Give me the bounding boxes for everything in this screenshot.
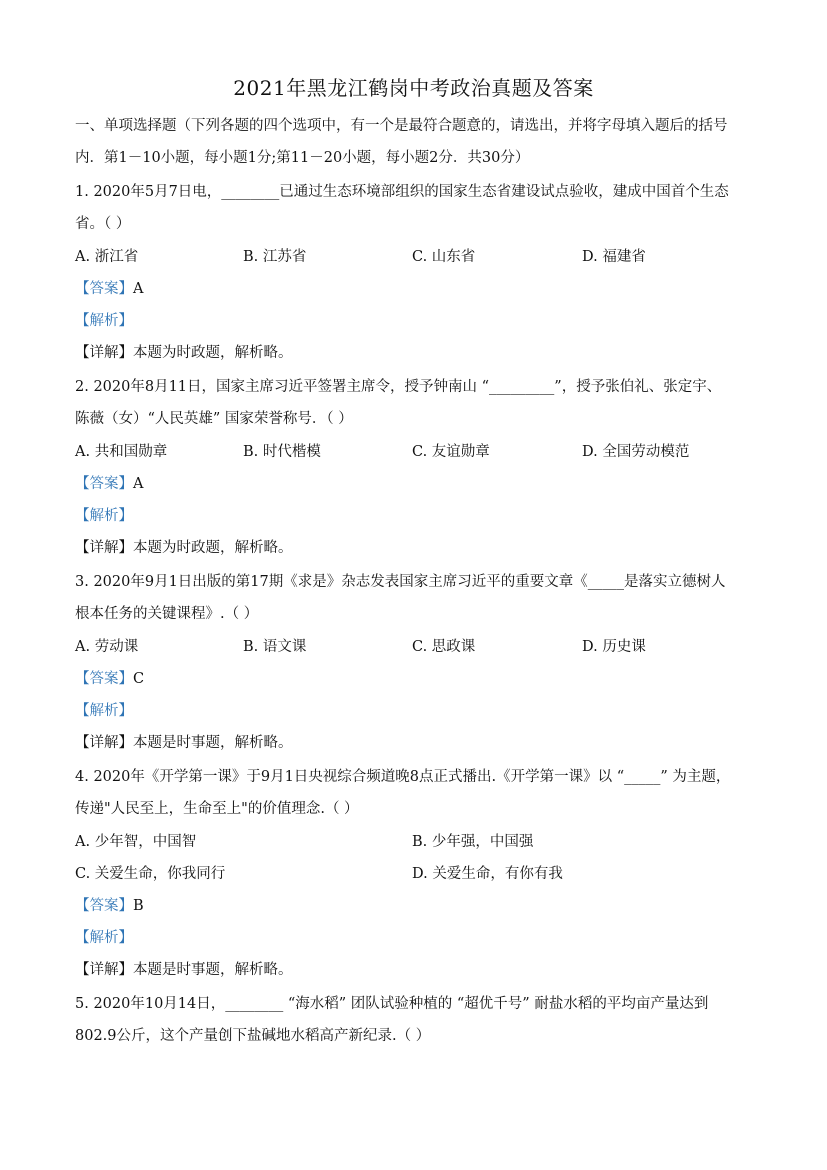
- question-1-line-1: 1. 2020年5月7日电，________已通过生态环境部组织的国家生态省建设试点验收，建成中国首个生态: [75, 184, 729, 200]
- detail-text: 本题为时政题，解析略。: [133, 345, 293, 361]
- question-2-option-d: D. 全国劳动模范: [582, 444, 690, 460]
- question-1-option-a: A. 浙江省: [75, 249, 139, 265]
- question-2-analysis: [75, 504, 133, 525]
- detail-text: 本题是时事题，解析略。: [133, 735, 293, 751]
- question-4-answer: [75, 894, 144, 915]
- answer-tag: 【答案】: [75, 476, 133, 492]
- detail-text: 本题为时政题，解析略。: [133, 540, 293, 556]
- question-4-option-b: B. 少年强，中国强: [412, 834, 534, 850]
- question-1-line-2: 省。（ ）: [75, 216, 131, 232]
- question-3-option-b: B. 语文课: [243, 639, 307, 655]
- detail-tag: 【详解】: [75, 540, 133, 556]
- question-2-line-1: 2. 2020年8月11日，国家主席习近平签署主席令，授予钟南山 “_________”，授予张伯礼、张定宇、: [75, 379, 722, 395]
- detail-text: 本题是时事题，解析略。: [133, 962, 293, 978]
- analysis-tag: 【解析】: [75, 313, 133, 329]
- question-5-line-2: 802.9公斤，这个产量创下盐碱地水稻高产新纪录.（ ）: [75, 1028, 431, 1044]
- question-1-analysis: [75, 309, 133, 330]
- question-4-option-c: C. 关爱生命，你我同行: [75, 866, 226, 882]
- question-3-line-2: 根本任务的关键课程》.（ ）: [75, 606, 259, 622]
- answer-value: B: [133, 898, 144, 914]
- analysis-tag: 【解析】: [75, 508, 133, 524]
- detail-tag: 【详解】: [75, 962, 133, 978]
- question-3-detail: [75, 731, 293, 752]
- question-4-line-1: 4. 2020年《开学第一课》于9月1日央视综合频道晚8点正式播出.《开学第一课》以 “_____” 为主题，: [75, 769, 731, 785]
- question-4-analysis: [75, 926, 133, 947]
- question-4-detail: [75, 958, 293, 979]
- section-instruction-line-1: 一、单项选择题（下列各题的四个选项中，有一个是最符合题意的，请选出，并将字母填入题后的括号: [75, 118, 728, 134]
- question-1-detail: [75, 341, 293, 362]
- question-1-option-b: B. 江苏省: [243, 249, 307, 265]
- question-2-line-2: 陈薇（女）“人民英雄” 国家荣誉称号．（ ）: [75, 411, 353, 427]
- question-3-option-d: D. 历史课: [582, 639, 646, 655]
- analysis-tag: 【解析】: [75, 703, 133, 719]
- answer-tag: 【答案】: [75, 898, 133, 914]
- question-3-analysis: [75, 699, 133, 720]
- question-4-option-a: A. 少年智，中国智: [75, 834, 197, 850]
- question-5-line-1: 5. 2020年10月14日，________ “海水稻” 团队试验种植的 “超优千号” 耐盐水稻的平均亩产量达到: [75, 996, 709, 1012]
- question-2-detail: [75, 536, 293, 557]
- question-3-line-1: 3. 2020年9月1日出版的第17期《求是》杂志发表国家主席习近平的重要文章《_____是落实立德树人: [75, 574, 726, 590]
- question-1-option-c: C. 山东省: [412, 249, 476, 265]
- question-3-option-a: A. 劳动课: [75, 639, 139, 655]
- page-title: 2021年黑龙江鹤岗中考政治真题及答案: [233, 76, 594, 100]
- detail-tag: 【详解】: [75, 345, 133, 361]
- question-2-option-c: C. 友谊勋章: [412, 444, 490, 460]
- answer-value: A: [133, 281, 144, 297]
- question-3-answer: [75, 667, 144, 688]
- answer-value: A: [133, 476, 144, 492]
- question-2-option-b: B. 时代楷模: [243, 444, 321, 460]
- answer-tag: 【答案】: [75, 281, 133, 297]
- section-instruction-line-2: 内．第1－10小题，每小题1分;第11－20小题，每小题2分．共30分）: [75, 150, 530, 166]
- question-4-option-d: D. 关爱生命，有你有我: [412, 866, 563, 882]
- question-3-option-c: C. 思政课: [412, 639, 476, 655]
- answer-tag: 【答案】: [75, 671, 133, 687]
- question-2-option-a: A. 共和国勋章: [75, 444, 168, 460]
- question-1-answer: [75, 277, 143, 298]
- analysis-tag: 【解析】: [75, 930, 133, 946]
- detail-tag: 【详解】: [75, 735, 133, 751]
- question-2-answer: [75, 472, 143, 493]
- question-1-option-d: D. 福建省: [582, 249, 646, 265]
- question-4-line-2: 传递"人民至上，生命至上"的价值理念.（ ）: [75, 801, 359, 817]
- answer-value: C: [133, 671, 145, 687]
